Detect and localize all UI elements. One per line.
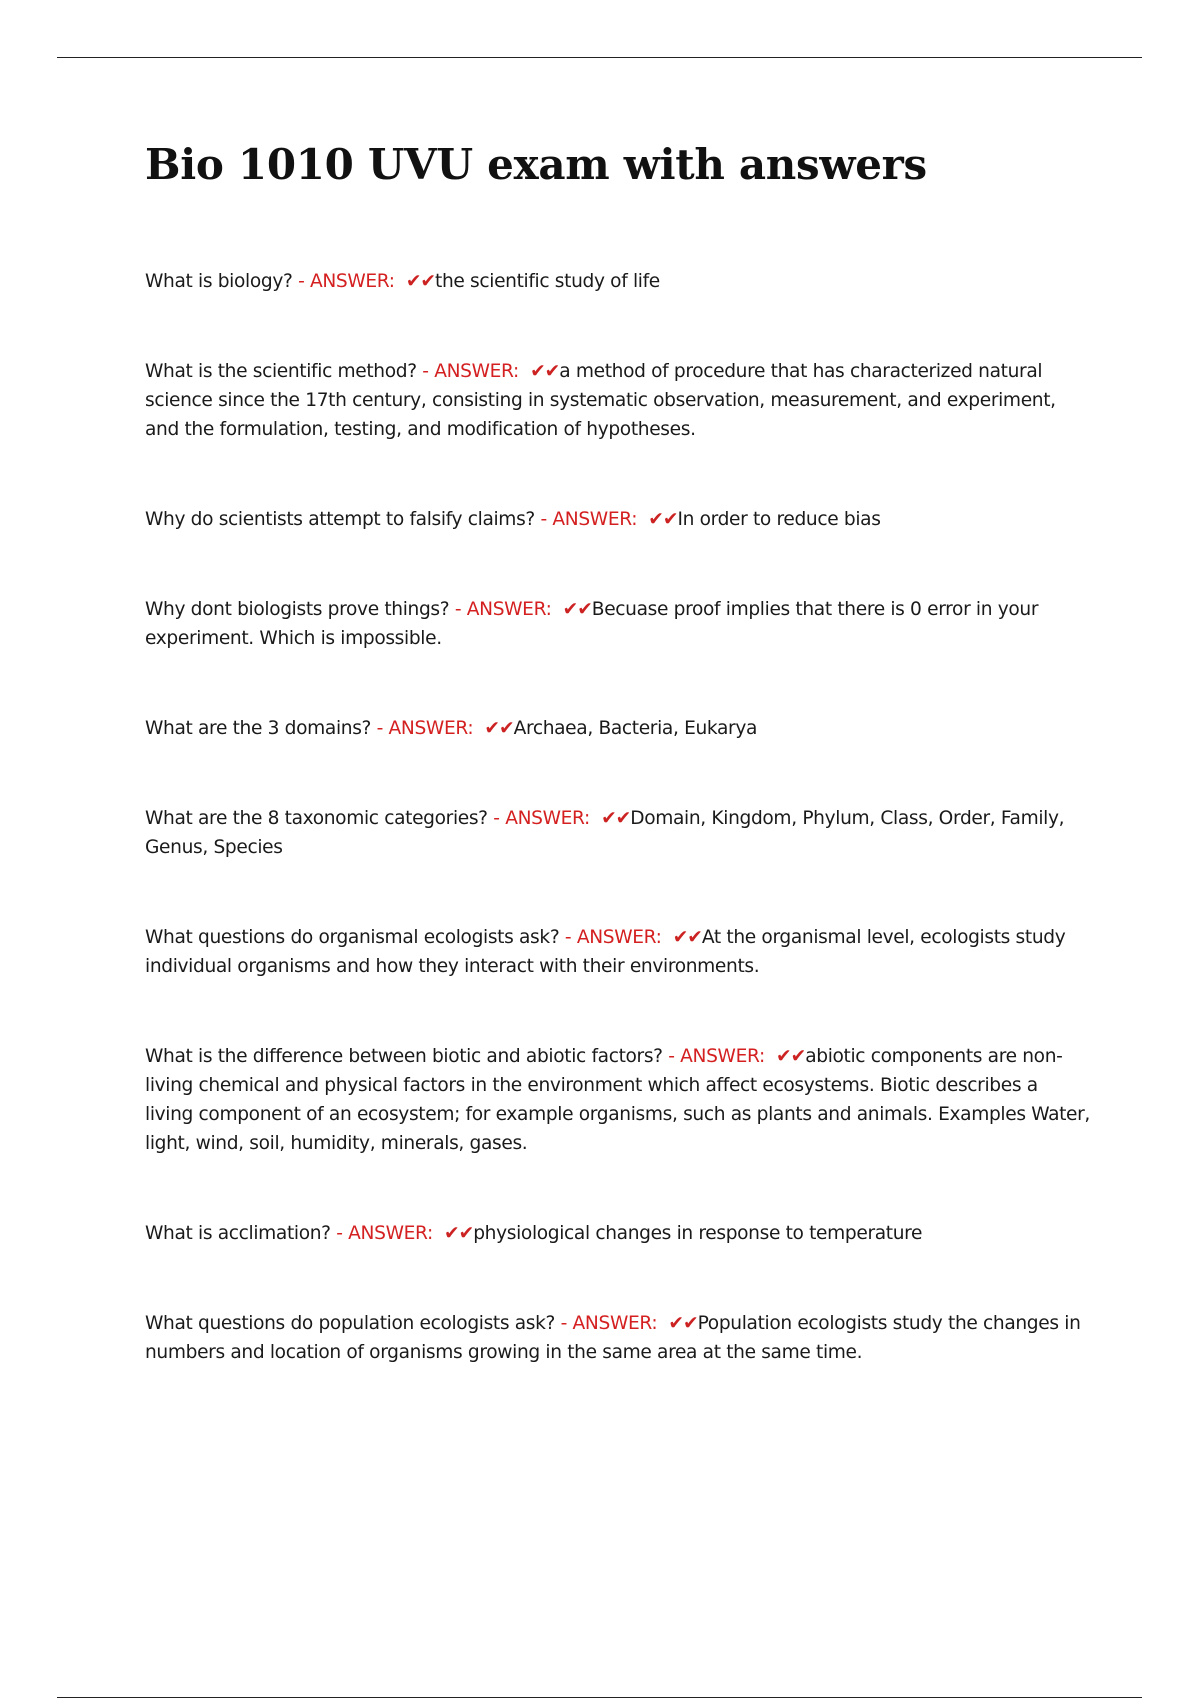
- qa-item: [145, 505, 1090, 534]
- answer-text: Population ecologists study the changes in numbers and location of organisms growing in the same area at the same time.: [145, 1313, 1081, 1364]
- check-icon: ✔✔: [530, 361, 560, 383]
- answer-text: Becuase proof implies that there is 0 error in your experiment. Which is impossible.: [145, 599, 1039, 650]
- answer-label: - ANSWER:: [540, 509, 638, 531]
- answer-text: physiological changes in response to temperature: [473, 1223, 923, 1245]
- answer-label: - ANSWER:: [493, 808, 590, 830]
- question-text: Why do scientists attempt to falsify claims?: [145, 509, 535, 531]
- qa-item: [145, 714, 1090, 743]
- qa-item: [145, 595, 1090, 653]
- page-bottom-rule: [57, 1697, 1142, 1698]
- question-text: What are the 3 domains?: [145, 718, 372, 740]
- answer-label: - ANSWER:: [668, 1046, 765, 1068]
- qa-item: [145, 1042, 1090, 1158]
- qa-item: [145, 1219, 1090, 1248]
- answer-label: - ANSWER:: [336, 1223, 433, 1245]
- question-text: What is biology?: [145, 271, 293, 293]
- qa-item: [145, 804, 1090, 862]
- check-icon: ✔✔: [444, 1223, 474, 1245]
- check-icon: ✔✔: [562, 599, 592, 621]
- question-text: What is the difference between biotic and abiotic factors?: [145, 1046, 663, 1068]
- question-text: What is acclimation?: [145, 1223, 331, 1245]
- check-icon: ✔✔: [484, 718, 514, 740]
- document-title: Bio 1010 UVU exam with answers: [145, 140, 927, 189]
- check-icon: ✔✔: [668, 1313, 698, 1335]
- check-icon: ✔✔: [776, 1046, 806, 1068]
- answer-text: Domain, Kingdom, Phylum, Class, Order, Family, Genus, Species: [145, 808, 1065, 859]
- answer-text: abiotic components are non-living chemical and physical factors in the environment which affect ecosystems. Biotic describes a living component of an ecosystem; for example organisms, such as plants and animals. Examples Water, light, wind, soil, humidity, minerals, gases.: [145, 1046, 1090, 1155]
- check-icon: ✔✔: [648, 509, 678, 531]
- answer-text: In order to reduce bias: [677, 509, 881, 531]
- qa-item: [145, 923, 1090, 981]
- qa-item: [145, 1309, 1090, 1367]
- check-icon: ✔✔: [672, 927, 702, 949]
- check-icon: ✔✔: [601, 808, 631, 830]
- answer-text: a method of procedure that has characterized natural science since the 17th century, consisting in systematic observation, measurement, and experiment, and the formulation, testing, and modification of hypotheses.: [145, 361, 1056, 441]
- answer-text: Archaea, Bacteria, Eukarya: [513, 718, 758, 740]
- qa-list: [145, 267, 1090, 1367]
- answer-label: - ANSWER:: [298, 271, 395, 293]
- document-body: [145, 140, 1090, 1428]
- answer-text: At the organismal level, ecologists study individual organisms and how they interact with their environments.: [145, 927, 1066, 978]
- check-icon: ✔✔: [405, 271, 436, 293]
- answer-label: - ANSWER:: [422, 361, 519, 383]
- answer-label: - ANSWER:: [376, 718, 474, 740]
- qa-item: [145, 357, 1090, 444]
- page-top-rule: [57, 57, 1142, 58]
- answer-label: - ANSWER:: [560, 1313, 658, 1335]
- qa-item: [145, 267, 1090, 296]
- question-text: What questions do organismal ecologists ask?: [145, 927, 560, 949]
- question-text: What questions do population ecologists ask?: [145, 1313, 556, 1335]
- answer-label: - ANSWER:: [564, 927, 662, 949]
- answer-label: - ANSWER:: [454, 599, 552, 621]
- question-text: What are the 8 taxonomic categories?: [145, 808, 488, 830]
- question-text: What is the scientific method?: [145, 361, 417, 383]
- question-text: Why dont biologists prove things?: [145, 599, 450, 621]
- answer-text: the scientific study of life: [435, 271, 660, 293]
